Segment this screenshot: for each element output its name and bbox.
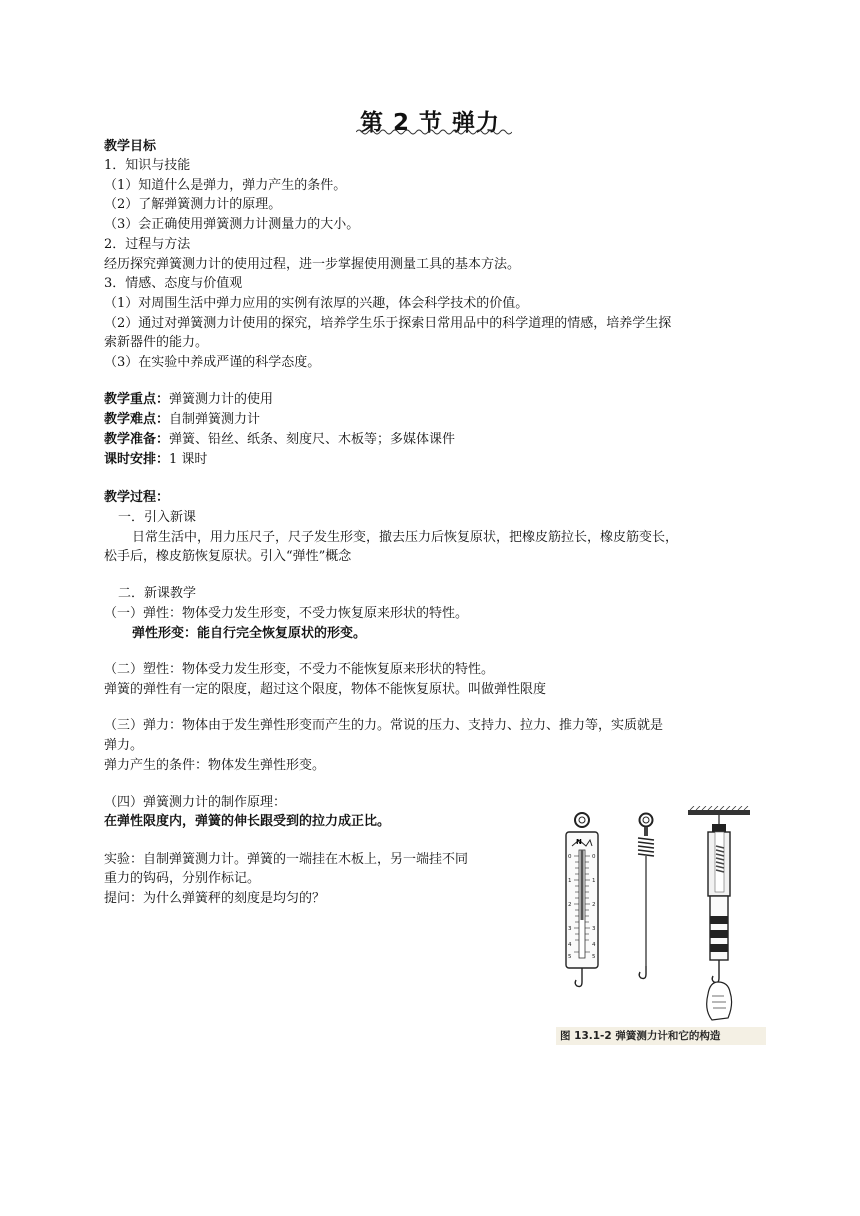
question-text: 提问：为什么弹簧秤的刻度是均匀的？ [104,891,326,906]
scale-tick-label: 0 [568,854,572,860]
preparation-value: 弹簧、铅丝、纸条、刻度尺、木板等；多媒体课件 [169,432,456,447]
spring-scale-2-illustration [638,814,654,979]
key-point-value: 弹簧测力计的使用 [169,392,274,407]
process-paragraph: 日常生活中，用力压尺子，尺子发生形变，撤去压力后恢复原状，把橡皮筋拉长，橡皮筋变长， [132,530,679,545]
spring-scale-1-illustration [566,813,598,987]
objective-text: 经历探究弹簧测力计的使用过程，进一步掌握使用测量工具的基本方法。 [104,257,521,272]
figure-caption: 图 13.1-2 弹簧测力计和它的构造 [556,1027,766,1045]
objective-section-3: 3．情感、态度与价值观 [104,276,243,291]
scale-tick-label: 1 [592,878,596,884]
preparation-label: 教学准备： [104,432,170,447]
scale-tick-label: 3 [592,926,596,932]
objectives-heading: 教学目标 [104,139,157,154]
schedule-value: 1 课时 [169,452,208,467]
objective-item: （3）在实验中养成严谨的科学态度。 [104,355,321,370]
process-heading: 教学过程： [104,490,170,505]
elastic-force-condition: 弹力产生的条件：物体发生弹性形变。 [104,758,326,773]
scale-tick-label: 4 [568,942,572,948]
scale-tick-label: 0 [592,854,596,860]
scale-tick-label: 2 [592,902,596,908]
objective-section-1: 1．知识与技能 [104,158,191,173]
elastic-force-definition: （三）弹力：物体由于发生弹性形变而产生的力。常说的压力、支持力、拉力、推力等，实质就是 [104,718,664,733]
scale-tick-label: 3 [568,926,572,932]
schedule-label: 课时安排： [104,452,170,467]
spring-scale-figure [552,806,766,1048]
scale-tick-label: 5 [568,954,572,960]
key-point-label: 教学重点： [104,392,170,407]
difficulty-label: 教学难点： [104,412,170,427]
spring-scale-principle-heading: （四）弹簧测力计的制作原理： [104,795,287,810]
hookes-law-statement: 在弹性限度内，弹簧的伸长跟受到的拉力成正比。 [104,814,391,829]
objective-section-2: 2．过程与方法 [104,237,191,252]
process-step-2: 二．新课教学 [118,586,197,601]
objective-item: （3）会正确使用弹簧测力计测量力的大小。 [104,217,360,232]
elastic-limit-text: 弹簧的弹性有一定的限度，超过这个限度，物体不能恢复原状。叫做弹性限度 [104,682,547,697]
objective-item: （1）对周围生活中弹力应用的实例有浓厚的兴趣，体会科学技术的价值。 [104,296,529,311]
objective-item: （2）了解弹簧测力计的原理。 [104,197,282,212]
preparation-line [104,430,455,449]
elastic-force-definition-continued: 弹力。 [104,738,144,753]
scale-tick-label: 2 [568,902,572,908]
scale-tick-label: 5 [592,954,596,960]
difficulty-line [104,410,260,429]
objective-item-continued: 索新器件的能力。 [104,335,209,350]
key-point-line [104,390,273,409]
process-step-1: 一．引入新课 [118,510,197,525]
scale-unit-letter: N [576,838,582,846]
objective-item: （1）知道什么是弹力，弹力产生的条件。 [104,178,347,193]
experiment-text: 实验：自制弹簧测力计。弹簧的一端挂在木板上，另一端挂不同 [104,852,469,867]
difficulty-value: 自制弹簧测力计 [169,412,261,427]
scale-tick-label: 4 [592,942,596,948]
objective-item: （2）通过对弹簧测力计使用的探究，培养学生乐于探索日常用品中的科学道理的情感，培养学生探 [104,316,672,331]
elasticity-definition: （一）弹性：物体受力发生形变，不受力恢复原来形状的特性。 [104,606,469,621]
plasticity-definition: （二）塑性：物体受力发生形变，不受力不能恢复原来形状的特性。 [104,662,495,677]
title-wavy-underline [356,128,512,136]
scale-tick-label: 1 [568,878,572,884]
schedule-line [104,450,207,469]
elastic-deformation-definition: 弹性形变：能自行完全恢复原状的形变。 [132,626,367,641]
page-title: 第 2 节 弹力 [359,110,501,136]
spring-scale-3-illustration [688,806,750,1020]
experiment-text-continued: 重力的钩码，分别作标记。 [104,871,261,886]
process-paragraph-continued: 松手后，橡皮筋恢复原状。引入“弹性”概念 [104,549,352,564]
